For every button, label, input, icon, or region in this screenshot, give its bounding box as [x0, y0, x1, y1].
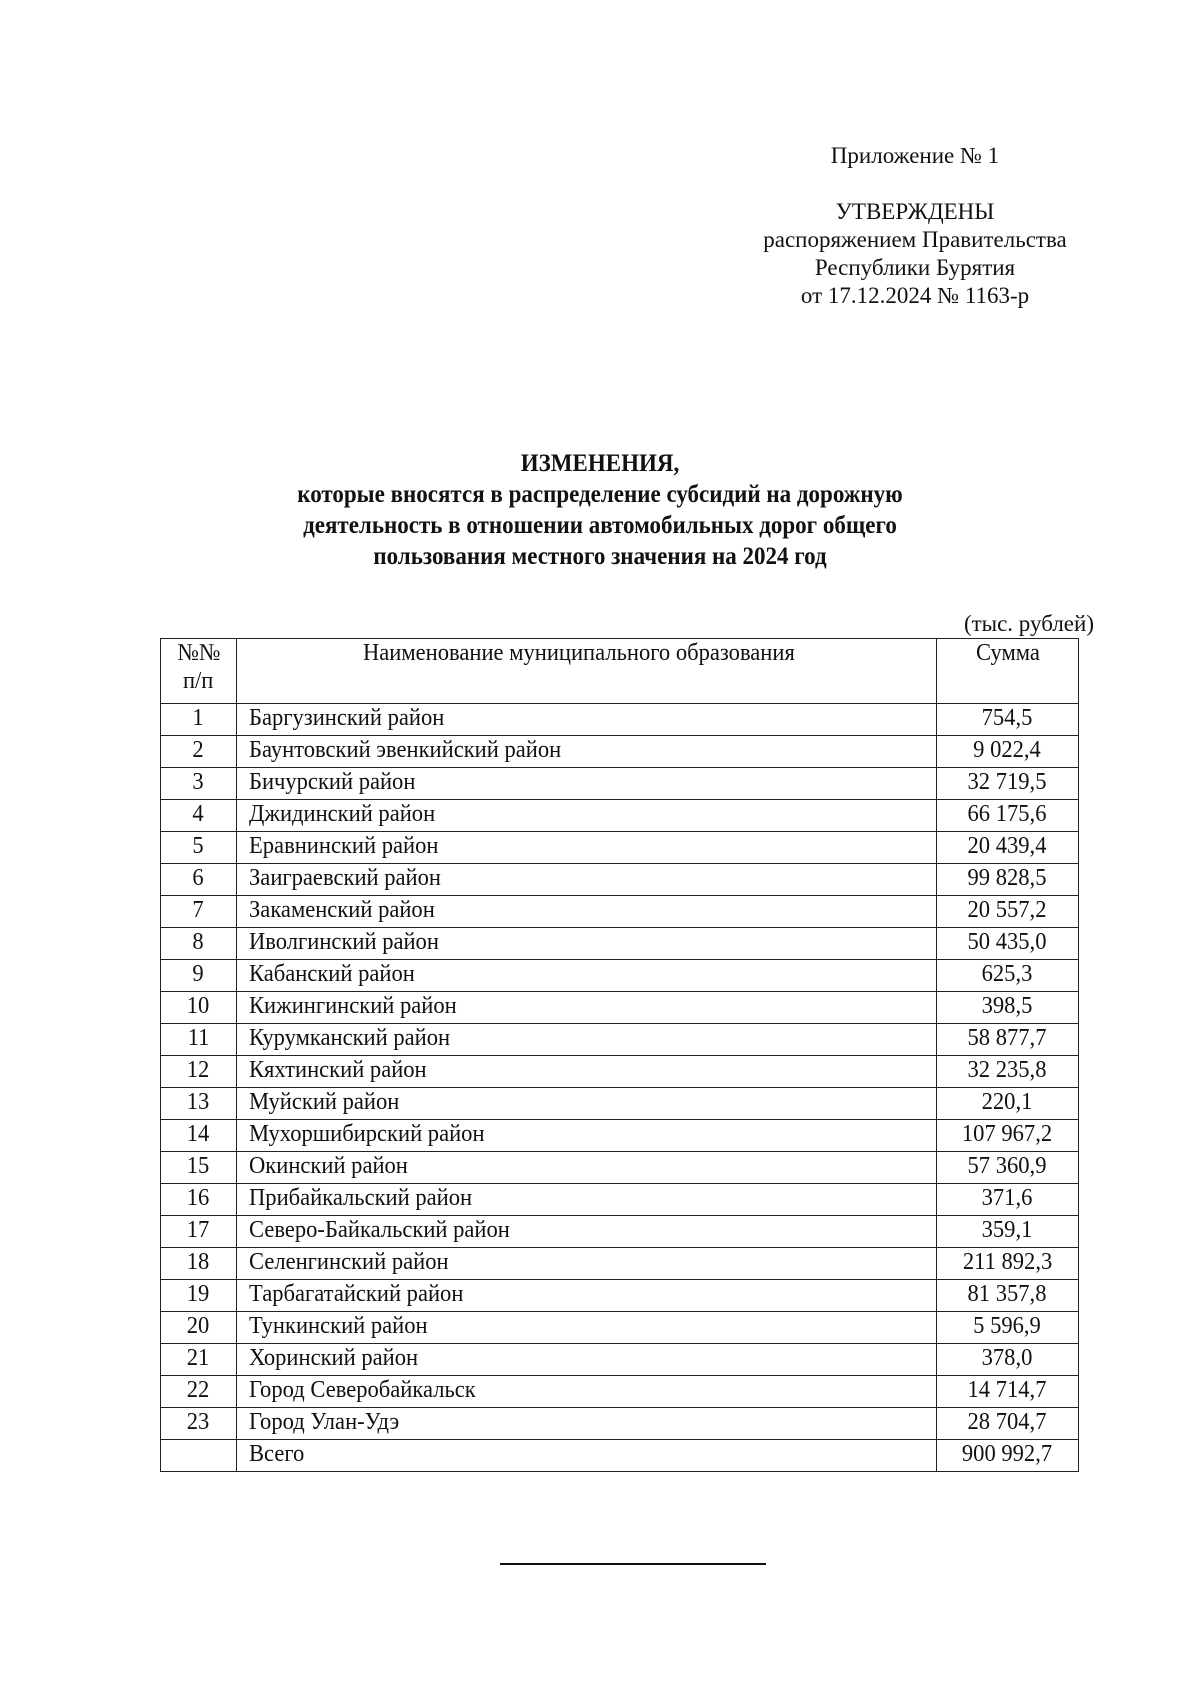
table-row	[161, 1184, 1079, 1216]
row-number	[161, 1216, 237, 1248]
row-municipality-text: Закаменский район	[248, 897, 435, 923]
total-label-text: Всего	[248, 1441, 305, 1467]
row-municipality	[236, 864, 936, 896]
row-municipality	[236, 1376, 936, 1408]
title-heading: ИЗМЕНЕНИЯ,	[520, 450, 680, 477]
row-sum-text: 5 596,9	[973, 1313, 1042, 1339]
row-sum	[936, 960, 1078, 992]
approved-label: УТВЕРЖДЕНЫ	[835, 199, 995, 224]
row-number	[161, 1280, 237, 1312]
row-municipality	[236, 1024, 936, 1056]
row-municipality-text: Мухоршибирский район	[248, 1121, 485, 1147]
title-line-2: деятельность в отношении автомобильных дорог общего	[303, 512, 897, 539]
header-number-line2: п/п	[183, 668, 214, 694]
row-sum	[936, 1152, 1078, 1184]
row-number-text: 10	[187, 993, 210, 1019]
row-number-text: 2	[192, 737, 205, 763]
row-number-text: 13	[187, 1089, 210, 1115]
total-sum	[936, 1440, 1078, 1472]
subsidy-table	[160, 638, 1079, 1472]
row-sum	[936, 736, 1078, 768]
row-municipality-text: Джидинский район	[248, 801, 436, 827]
row-number-text: 11	[187, 1025, 210, 1051]
row-municipality	[236, 1312, 936, 1344]
row-number-text: 4	[192, 801, 205, 827]
row-municipality	[236, 896, 936, 928]
row-number	[161, 928, 237, 960]
table-row	[161, 1376, 1079, 1408]
row-municipality	[236, 928, 936, 960]
header-number-line1: №№	[176, 640, 220, 666]
table-row	[161, 832, 1079, 864]
total-label	[236, 1440, 936, 1472]
row-municipality	[236, 960, 936, 992]
end-divider	[500, 1563, 766, 1565]
table-row	[161, 1088, 1079, 1120]
row-number	[161, 1248, 237, 1280]
row-sum-text: 9 022,4	[973, 737, 1042, 763]
row-sum-text: 66 175,6	[968, 801, 1047, 827]
row-municipality-text: Окинский район	[248, 1153, 408, 1179]
row-number	[161, 896, 237, 928]
row-number-text: 21	[187, 1345, 210, 1371]
table-row	[161, 1248, 1079, 1280]
table-body	[161, 704, 1079, 1472]
appendix-label: Приложение № 1	[830, 143, 1000, 168]
row-number	[161, 768, 237, 800]
row-municipality	[236, 1344, 936, 1376]
table-row	[161, 768, 1079, 800]
row-sum	[936, 864, 1078, 896]
order-authority: распоряжением Правительства	[763, 227, 1067, 252]
row-number-text: 1	[192, 705, 205, 731]
row-number-text: 14	[187, 1121, 210, 1147]
table-row	[161, 736, 1079, 768]
row-number	[161, 1184, 237, 1216]
row-number-text: 9	[192, 961, 205, 987]
table-row	[161, 928, 1079, 960]
row-number	[161, 1024, 237, 1056]
row-sum-text: 50 435,0	[968, 929, 1047, 955]
table-header-row	[161, 639, 1079, 704]
row-municipality-text: Тункинский район	[248, 1313, 428, 1339]
row-sum-text: 28 704,7	[968, 1409, 1047, 1435]
table-row	[161, 1312, 1079, 1344]
row-sum	[936, 832, 1078, 864]
row-municipality	[236, 1408, 936, 1440]
row-sum-text: 107 967,2	[962, 1121, 1053, 1147]
row-municipality-text: Баунтовский эвенкийский район	[248, 737, 562, 763]
row-sum-text: 20 557,2	[968, 897, 1047, 923]
header-sum	[936, 639, 1078, 704]
row-municipality-text: Хоринский район	[248, 1345, 418, 1371]
row-number	[161, 1408, 237, 1440]
table-row	[161, 704, 1079, 736]
row-number	[161, 992, 237, 1024]
row-municipality-text: Иволгинский район	[248, 929, 439, 955]
republic-name: Республики Бурятия	[814, 255, 1016, 280]
row-sum	[936, 1120, 1078, 1152]
row-municipality-text: Селенгинский район	[248, 1249, 449, 1275]
row-sum-text: 20 439,4	[968, 833, 1047, 859]
row-sum-text: 211 892,3	[962, 1249, 1053, 1275]
table-row	[161, 992, 1079, 1024]
row-municipality	[236, 736, 936, 768]
table-row	[161, 1344, 1079, 1376]
row-number-text: 7	[192, 897, 205, 923]
row-sum	[936, 1408, 1078, 1440]
row-municipality	[236, 832, 936, 864]
order-date-number: от 17.12.2024 № 1163-р	[800, 283, 1030, 308]
row-sum-text: 32 235,8	[968, 1057, 1047, 1083]
table-row	[161, 1280, 1079, 1312]
row-sum-text: 371,6	[982, 1185, 1033, 1211]
row-sum	[936, 928, 1078, 960]
row-number-text: 3	[192, 769, 205, 795]
document-title	[186, 448, 1014, 572]
row-sum	[936, 1056, 1078, 1088]
row-municipality	[236, 1248, 936, 1280]
header-name-text: Наименование муниципального образования	[362, 640, 795, 666]
row-municipality-text: Еравнинский район	[248, 833, 439, 859]
row-municipality-text: Город Улан-Удэ	[248, 1409, 400, 1435]
table-row	[161, 1408, 1079, 1440]
table-row	[161, 1120, 1079, 1152]
row-sum	[936, 1248, 1078, 1280]
row-number-text: 15	[187, 1153, 210, 1179]
row-number	[161, 864, 237, 896]
row-number	[161, 1152, 237, 1184]
row-municipality	[236, 1184, 936, 1216]
table-row	[161, 1152, 1079, 1184]
row-sum-text: 81 357,8	[968, 1281, 1047, 1307]
row-sum-text: 14 714,7	[968, 1377, 1047, 1403]
row-number	[161, 704, 237, 736]
row-municipality	[236, 1216, 936, 1248]
row-sum	[936, 1184, 1078, 1216]
row-municipality	[236, 1152, 936, 1184]
row-sum-text: 32 719,5	[968, 769, 1047, 795]
row-number	[161, 1312, 237, 1344]
table-row	[161, 864, 1079, 896]
row-number-text: 12	[187, 1057, 210, 1083]
table-row	[161, 1056, 1079, 1088]
header-sum-text: Сумма	[975, 640, 1040, 666]
row-municipality-text: Кижингинский район	[248, 993, 457, 1019]
title-line-3: пользования местного значения на 2024 год	[373, 543, 827, 570]
row-number	[161, 960, 237, 992]
row-number-text: 5	[192, 833, 205, 859]
row-sum	[936, 1376, 1078, 1408]
total-sum-text: 900 992,7	[962, 1441, 1053, 1467]
units-note: (тыс. рублей)	[963, 611, 1094, 636]
row-sum-text: 398,5	[982, 993, 1033, 1019]
row-sum	[936, 800, 1078, 832]
row-sum	[936, 1024, 1078, 1056]
table-row	[161, 1024, 1079, 1056]
row-sum-text: 378,0	[982, 1345, 1033, 1371]
row-number-text: 17	[187, 1217, 210, 1243]
row-sum	[936, 1088, 1078, 1120]
row-number	[161, 1120, 237, 1152]
row-number	[161, 1056, 237, 1088]
row-sum-text: 359,1	[982, 1217, 1033, 1243]
title-line-1: которые вносятся в распределение субсидий на дорожную	[297, 481, 903, 508]
row-municipality-text: Баргузинский район	[248, 705, 445, 731]
row-sum-text: 57 360,9	[968, 1153, 1047, 1179]
row-municipality-text: Северо-Байкальский район	[248, 1217, 510, 1243]
row-municipality	[236, 800, 936, 832]
table-total-row	[161, 1440, 1079, 1472]
row-sum-text: 754,5	[982, 705, 1033, 731]
row-municipality	[236, 1120, 936, 1152]
table-row	[161, 896, 1079, 928]
row-sum-text: 99 828,5	[968, 865, 1047, 891]
header-name	[236, 639, 936, 704]
table-row	[161, 800, 1079, 832]
row-municipality	[236, 1056, 936, 1088]
row-number-text: 6	[192, 865, 205, 891]
row-municipality-text: Курумканский район	[248, 1025, 450, 1051]
row-municipality-text: Тарбагатайский район	[248, 1281, 464, 1307]
row-municipality	[236, 768, 936, 800]
row-municipality	[236, 992, 936, 1024]
row-number	[161, 800, 237, 832]
row-sum	[936, 1216, 1078, 1248]
row-number	[161, 736, 237, 768]
row-number-text: 22	[187, 1377, 210, 1403]
row-sum	[936, 768, 1078, 800]
row-number-text: 16	[187, 1185, 210, 1211]
row-sum	[936, 1280, 1078, 1312]
row-number-text: 23	[187, 1409, 210, 1435]
row-number-text: 8	[192, 929, 205, 955]
row-number	[161, 1376, 237, 1408]
row-sum-text: 625,3	[982, 961, 1033, 987]
row-sum-text: 220,1	[982, 1089, 1033, 1115]
table-row	[161, 960, 1079, 992]
row-municipality-text: Муйский район	[248, 1089, 400, 1115]
row-sum	[936, 896, 1078, 928]
row-sum	[936, 1312, 1078, 1344]
row-municipality	[236, 1088, 936, 1120]
row-municipality-text: Город Северобайкальск	[248, 1377, 476, 1403]
row-municipality-text: Прибайкальский район	[248, 1185, 472, 1211]
row-municipality-text: Заиграевский район	[248, 865, 441, 891]
row-number-text: 19	[187, 1281, 210, 1307]
row-number	[161, 1088, 237, 1120]
header-number	[161, 639, 237, 704]
approval-block	[740, 142, 1090, 310]
row-municipality-text: Кабанский район	[248, 961, 415, 987]
row-sum	[936, 1344, 1078, 1376]
table-row	[161, 1216, 1079, 1248]
row-municipality-text: Бичурский район	[248, 769, 416, 795]
row-sum-text: 58 877,7	[968, 1025, 1047, 1051]
row-municipality-text: Кяхтинский район	[248, 1057, 427, 1083]
row-sum	[936, 992, 1078, 1024]
row-sum	[936, 704, 1078, 736]
row-number-text: 18	[187, 1249, 210, 1275]
row-number	[161, 832, 237, 864]
row-number	[161, 1344, 237, 1376]
row-municipality	[236, 1280, 936, 1312]
row-number-text: 20	[187, 1313, 210, 1339]
total-number	[161, 1440, 237, 1472]
row-municipality	[236, 704, 936, 736]
